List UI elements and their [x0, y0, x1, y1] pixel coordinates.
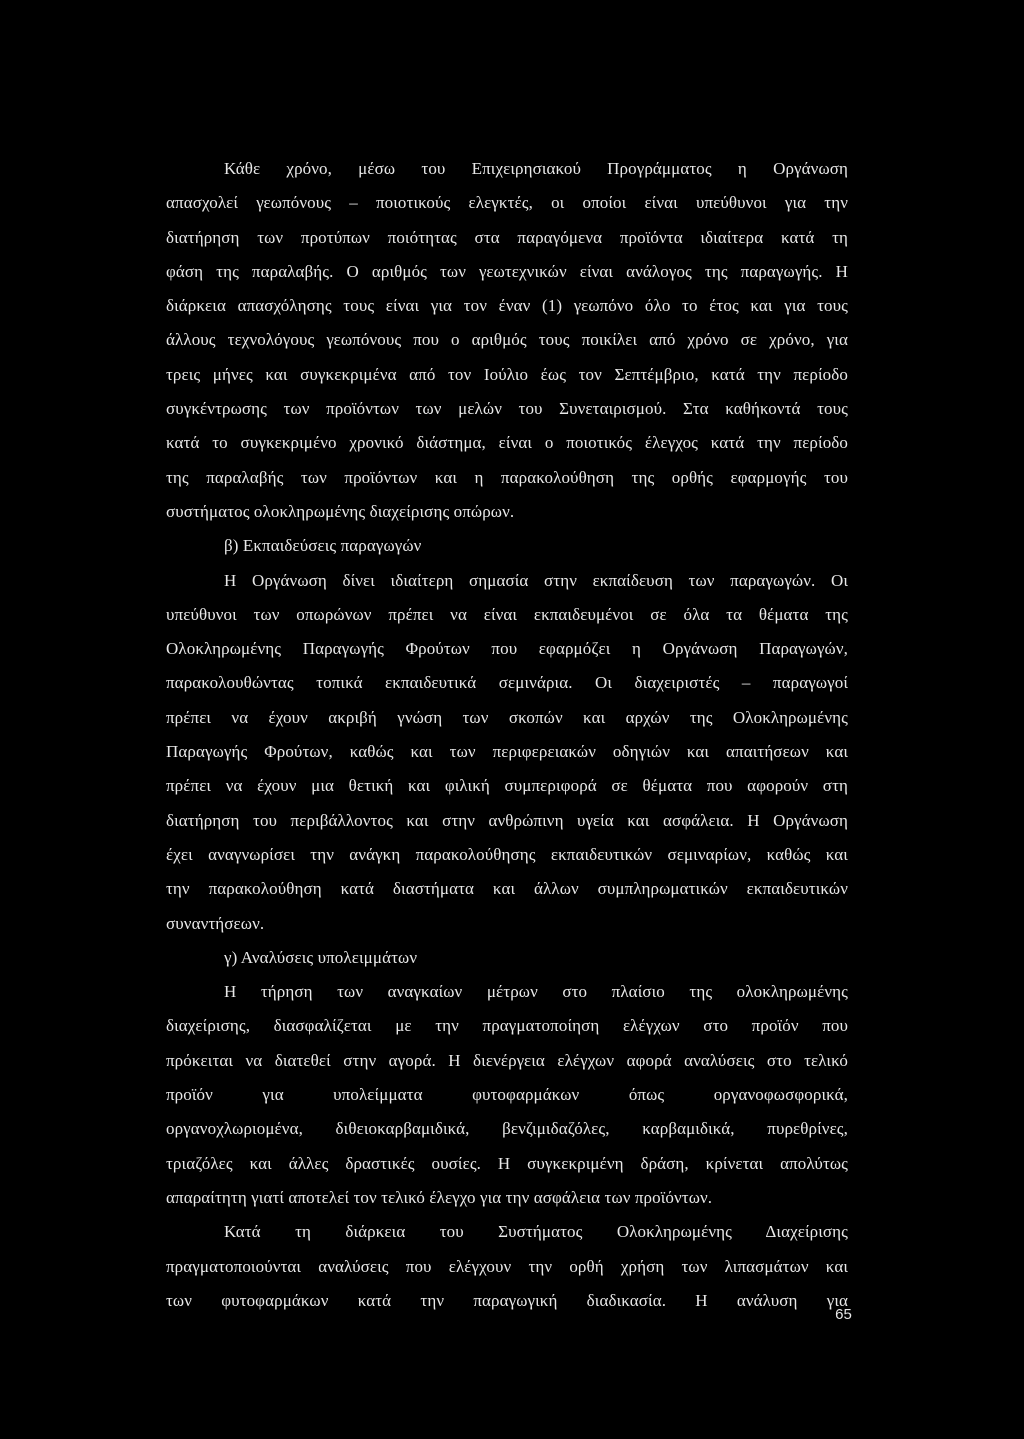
text-line: πρέπει να έχουν μια θετική και φιλική συμπεριφορά σε θέματα που αφορούν στη	[166, 776, 848, 796]
text-line: συναντήσεων.	[166, 913, 265, 933]
text-line: απασχολεί γεωπόνους – ποιοτικούς ελεγκτές, οι οποίοι είναι υπεύθυνοι για την	[166, 193, 848, 213]
text-line: φάση της παραλαβής. Ο αριθμός των γεωτεχνικών είναι ανάλογος της παραγωγής. Η	[166, 261, 848, 281]
text-line: Κάθε χρόνο, μέσω του Επιχειρησιακού Προγράμματος η Οργάνωση	[224, 159, 848, 178]
body-text	[166, 152, 848, 1318]
page-number: 65	[835, 1306, 852, 1323]
text-line: των φυτοφαρμάκων κατά την παραγωγική διαδικασία. Η ανάλυση για	[166, 1290, 848, 1310]
text-line: άλλους τεχνολόγους γεωπόνους που ο αριθμός τους ποικίλει από χρόνο σε χρόνο, για	[166, 330, 848, 350]
text-line: γ) Αναλύσεις υπολειμμάτων	[224, 947, 418, 967]
text-line: πρόκειται να διατεθεί στην αγορά. Η διενέργεια ελέγχων αφορά αναλύσεις στο τελικό	[166, 1050, 848, 1070]
text-line: Κατά τη διάρκεια του Συστήματος Ολοκληρωμένης Διαχείρισης	[224, 1222, 848, 1242]
text-line: τριαζόλες και άλλες δραστικές ουσίες. Η συγκεκριμένη δράση, κρίνεται απολύτως	[166, 1153, 848, 1173]
text-line: απαραίτητη γιατί αποτελεί τον τελικό έλεγχο για την ασφάλεια των προϊόντων.	[166, 1187, 713, 1207]
text-line: την παρακολούθηση κατά διαστήματα και άλλων συμπληρωματικών εκπαιδευτικών	[166, 879, 848, 899]
text-line: συστήματος ολοκληρωμένης διαχείρισης οπώρων.	[166, 501, 515, 521]
text-line: παρακολουθώντας τοπικά εκπαιδευτικά σεμινάρια. Οι διαχειριστές – παραγωγοί	[166, 673, 848, 693]
text-line: διάρκεια απασχόλησης τους είναι για τον έναν (1) γεωπόνο όλο το έτος και για τους	[166, 296, 848, 316]
text-line: Παραγωγής Φρούτων, καθώς και των περιφερειακών οδηγιών και απαιτήσεων και	[166, 742, 848, 762]
text-line: προϊόν για υπολείμματα φυτοφαρμάκων όπως οργανοφωσφορικά,	[166, 1085, 848, 1105]
text-line: Η τήρηση των αναγκαίων μέτρων στο πλαίσιο της ολοκληρωμένης	[224, 982, 848, 1002]
text-line: διατήρηση των προτύπων ποιότητας στα παραγόμενα προϊόντα ιδιαίτερα κατά τη	[166, 227, 848, 247]
text-line: συγκέντρωσης των προϊόντων των μελών του Συνεταιρισμού. Στα καθήκοντά τους	[166, 399, 848, 419]
text-line: πρέπει να έχουν ακριβή γνώση των σκοπών και αρχών της Ολοκληρωμένης	[166, 707, 848, 727]
text-line: πραγματοποιούνται αναλύσεις που ελέγχουν την ορθή χρήση των λιπασμάτων και	[166, 1256, 848, 1276]
text-line: Η Οργάνωση δίνει ιδιαίτερη σημασία στην εκπαίδευση των παραγωγών. Οι	[224, 570, 848, 590]
text-line: β) Εκπαιδεύσεις παραγωγών	[224, 536, 422, 556]
text-line: διαχείρισης, διασφαλίζεται με την πραγματοποίηση ελέγχων στο προϊόν που	[166, 1016, 848, 1036]
text-line: έχει αναγνωρίσει την ανάγκη παρακολούθησης εκπαιδευτικών σεμιναρίων, καθώς και	[166, 844, 848, 864]
text-line: κατά το συγκεκριμένο χρονικό διάστημα, είναι ο ποιοτικός έλεγχος κατά την περίοδο	[166, 433, 848, 453]
text-line: τρεις μήνες και συγκεκριμένα από τον Ιούλιο έως τον Σεπτέμβριο, κατά την περίοδο	[166, 364, 848, 384]
text-line: της παραλαβής των προϊόντων και η παρακολούθηση της ορθής εφαρμογής του	[166, 467, 848, 487]
text-line: Ολοκληρωμένης Παραγωγής Φρούτων που εφαρμόζει η Οργάνωση Παραγωγών,	[166, 639, 848, 659]
text-line: οργανοχλωριομένα, διθειοκαρβαμιδικά, βενζιμιδαζόλες, καρβαμιδικά, πυρεθρίνες,	[166, 1119, 848, 1139]
text-line: υπεύθυνοι των οπωρώνων πρέπει να είναι εκπαιδευμένοι σε όλα τα θέματα της	[166, 604, 848, 624]
text-line: διατήρηση του περιβάλλοντος και στην ανθρώπινη υγεία και ασφάλεια. Η Οργάνωση	[166, 810, 848, 830]
